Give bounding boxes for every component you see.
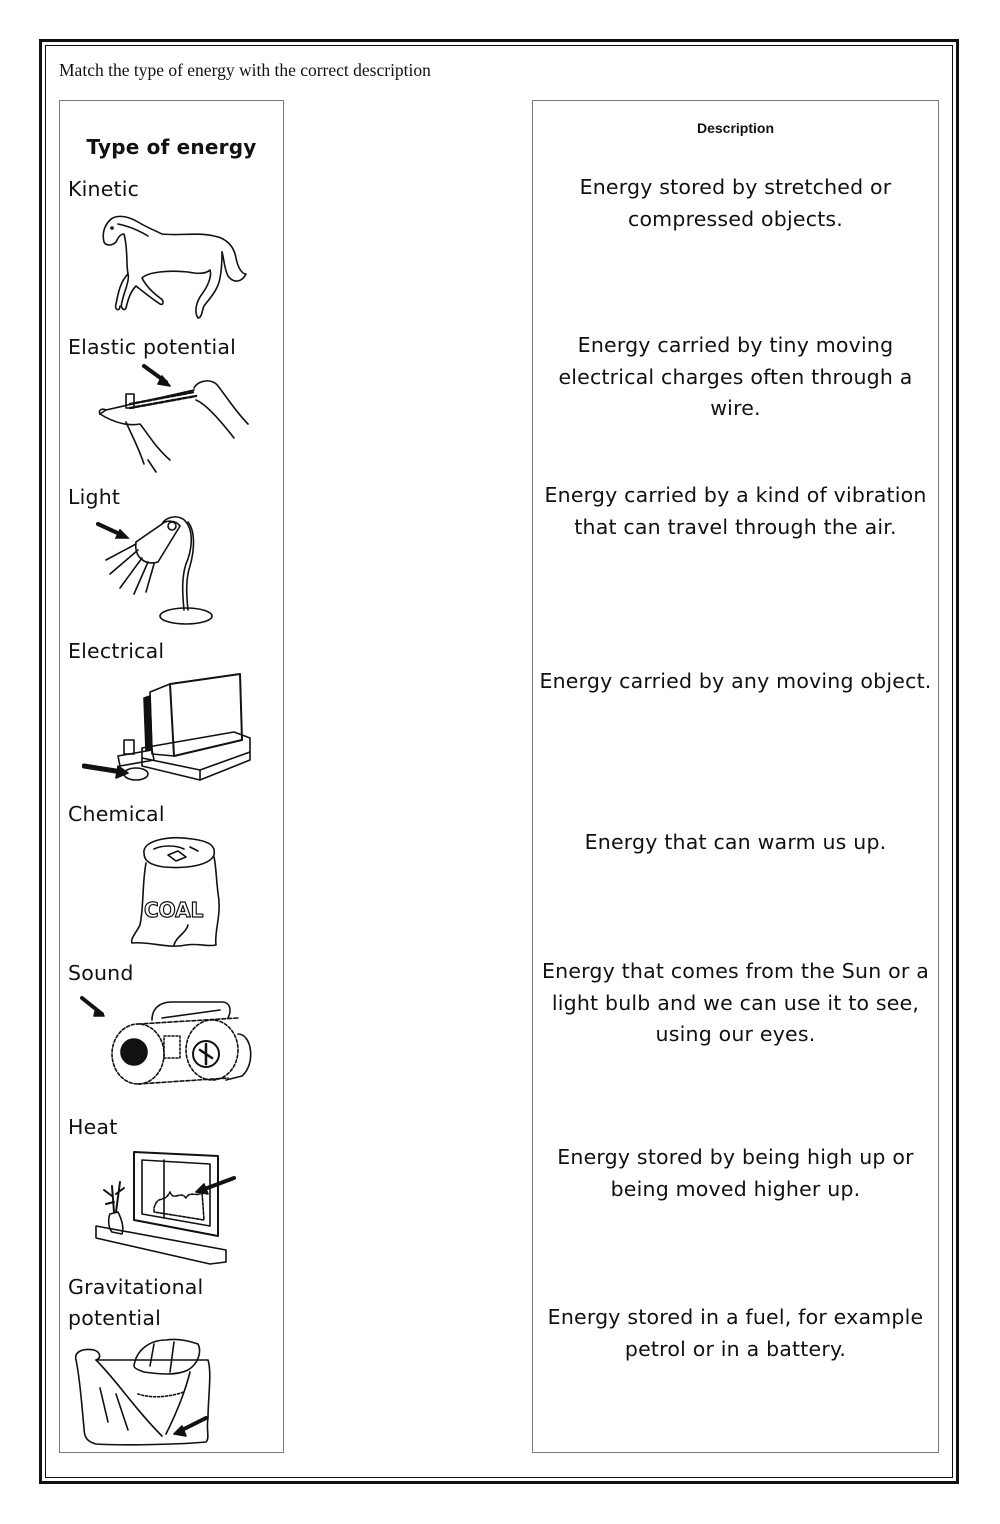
instruction-text: Match the type of energy with the correct description (59, 60, 431, 80)
description-card-6[interactable] (532, 954, 939, 1109)
description-card-8[interactable] (532, 1268, 939, 1453)
energy-type-card-kinetic[interactable] (59, 170, 284, 329)
rock-on-cliff-icon (66, 1338, 236, 1450)
energy-type-card-elastic-potential[interactable] (59, 328, 284, 479)
energy-type-label: Heat (68, 1115, 118, 1139)
radio-boombox-icon (78, 994, 258, 1094)
energy-type-card-gravitational-potential[interactable] (59, 1268, 284, 1453)
svg-text:COAL: COAL (144, 898, 204, 922)
horse-icon (98, 212, 248, 324)
fireplace-icon (94, 1146, 244, 1266)
energy-type-label: Light (68, 485, 121, 509)
description-header-cell (532, 100, 939, 171)
desk-lamp-icon (96, 514, 226, 626)
energy-type-header: Type of energy (86, 135, 257, 159)
description-header: Description (696, 120, 774, 136)
description-text: Energy stored by stretched or compressed objects. (579, 175, 892, 231)
energy-type-label: Chemical (68, 802, 165, 826)
energy-type-card-electrical[interactable] (59, 632, 284, 796)
energy-type-card-chemical[interactable] (59, 795, 284, 955)
energy-type-label: Kinetic (68, 177, 140, 201)
description-card-3[interactable] (532, 478, 939, 633)
description-text: Energy that can warm us up. (584, 830, 887, 854)
coal-sack-icon (128, 835, 228, 953)
television-plug-icon (82, 670, 252, 792)
energy-type-label: Gravitational potential (68, 1275, 204, 1330)
energy-type-label: Sound (68, 961, 134, 985)
description-text: Energy that comes from the Sun or a light bulb and we can use it to see, using our eyes. (542, 959, 929, 1046)
energy-type-label: Electrical (68, 639, 165, 663)
description-text: Energy carried by tiny moving electrical charges often through a wire. (558, 333, 913, 420)
energy-type-header-cell (59, 100, 284, 171)
description-text: Energy stored in a fuel, for example petrol or in a battery. (547, 1305, 924, 1361)
description-text: Energy stored by being high up or being moved higher up. (557, 1145, 914, 1201)
description-card-7[interactable] (532, 1108, 939, 1269)
description-text: Energy carried by any moving object. (539, 669, 932, 693)
energy-type-card-heat[interactable] (59, 1108, 284, 1269)
description-text: Energy carried by a kind of vibration that can travel through the air. (544, 483, 927, 539)
energy-type-card-light[interactable] (59, 478, 284, 633)
energy-type-label: Elastic potential (68, 335, 237, 359)
energy-type-card-sound[interactable] (59, 954, 284, 1109)
description-card-2[interactable] (532, 328, 939, 479)
description-card-5[interactable] (532, 795, 939, 955)
description-card-4[interactable] (532, 632, 939, 796)
stretched-rubber-band-icon (86, 364, 256, 476)
description-card-1[interactable] (532, 170, 939, 329)
